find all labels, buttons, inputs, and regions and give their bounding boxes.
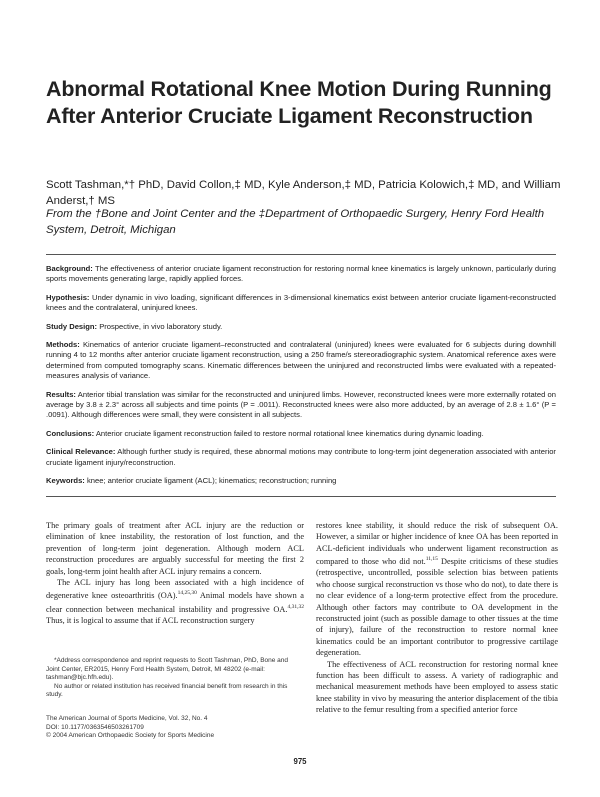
abstract-conclusions: Conclusions: Anterior cruciate ligament reconstruction failed to restore normal rotational knee kinematics during dynamic loading. <box>46 428 484 438</box>
abstract-results: Results: Anterior tibial translation was similar for the reconstructed and uninjured limbs. However, reconstructed knees were more externally rotated on average by 3.8 ± 2.3° across all subjects and time points (P = .0011). Reconstructed knees were also more adducted, by an average of 2.8 ± 1.6° (P = .0091). Although differences were small, they were consistent in all subjects. <box>46 389 556 420</box>
journal-citation: The American Journal of Sports Medicine, Vol. 32, No. 4 <box>46 715 208 722</box>
journal-info <box>46 715 304 741</box>
article-title: Abnormal Rotational Knee Motion During Running After Anterior Cruciate Ligament Reconstruction <box>46 77 552 128</box>
abstract-bottom-rule <box>46 496 556 497</box>
body-paragraph: The effectiveness of ACL reconstruction for restoring normal knee function has been difficult to assess. A variety of radiographic and mechanical measurement methods have been employed to assess static knee stability in vivo by measuring the anterior displacement of the tibia relative to the femur resulting from a specified anterior force <box>316 659 558 715</box>
footnotes <box>46 657 302 700</box>
abstract-methods: Methods: Kinematics of anterior cruciate ligament–reconstructed and contralateral (uninjured) knees were evaluated for 6 subjects during downhill running 4 to 12 months after anterior cruciate ligament reconstruction, using a 250 frame/s stereoradiographic system. Anatomical reference axes were determined from computed tomography scans. Kinematic differences between the uninjured and reconstructed limbs were evaluated with a repeated-measures analysis of variance. <box>46 340 556 381</box>
correspondence-note: *Address correspondence and reprint requests to Scott Tashman, PhD, Bone and Joint Center, ER2015, Henry Ford Health System, Detroit, MI 48202 (e-mail: tashman@bjc.hfh.edu). <box>46 657 289 682</box>
abstract-background: Background: The effectiveness of anterior cruciate ligament reconstruction for restoring normal knee kinematics is largely unknown, particularly during sports movements generating large, rapidly applied forces. <box>46 264 556 284</box>
citation: 14,25,30 <box>177 590 197 597</box>
body-paragraph: The primary goals of treatment after ACL injury are the reduction or elimination of knee instability, the restoration of lost function, and the prevention of long-term joint degeneration. Although modern ACL reconstruction procedures are arguably successful for meeting the first 2 goals, long-term joint health after ACL injury remains a concern. <box>46 521 304 576</box>
abstract-top-rule <box>46 254 556 255</box>
body-paragraph: restores knee stability, it should reduce the risk of subsequent OA. However, a similar or higher incidence of knee OA has been reported in ACL-deficient individuals who underwent ligament reconstruction as compared to those who did not.$^{11,15}$ Despite criticisms of these studies (retrospective, uncontrolled, possible selection bias between patients who choose surgical reconstruction vs those who do not), to date there is no clear evidence of a long-term protective effect from the procedure. Although other factors may contribute to OA development in the reconstructed joint (such as possible damage to other tissues at the time of injury), failure of the reconstruction to restore normal knee kinematics could be an important contributor to progressive cartilage degeneration. <box>316 521 558 658</box>
body-column-right <box>316 520 558 716</box>
citation: 4,31,32 <box>287 603 304 610</box>
page-number: 975 <box>293 757 307 766</box>
journal-copyright: © 2004 American Orthopaedic Society for Sports Medicine <box>46 732 215 740</box>
abstract-study-design: Study Design: Prospective, in vivo laboratory study. <box>46 321 223 331</box>
abstract-hypothesis: Hypothesis: Under dynamic in vivo loading, significant differences in 3-dimensional kinematics exist between anterior cruciate ligament-reconstructed knees and the contralateral, uninjured knees. <box>46 292 556 313</box>
affiliation: From the †Bone and Joint Center and the ‡Department of Orthopaedic Surgery, Henry Ford Health System, Detroit, Michigan <box>46 208 545 236</box>
abstract-clinical-relevance: Clinical Relevance: Although further study is required, these abnormal motions may contribute to long-term joint degeneration associated with anterior cruciate ligament injury/reconstruction. <box>46 447 556 467</box>
abstract-keywords: Keywords: knee; anterior cruciate ligament (ACL); kinematics; reconstruction; running <box>46 476 337 486</box>
journal-doi: DOI: 10.1177/0363546503261709 <box>46 723 144 731</box>
body-paragraph: The ACL injury has long been associated with a high incidence of degenerative knee osteoarthritis (OA).$^{14,25,30}$ Animal models have shown a clear connection between mechanical instability and progressive OA.$^{4,31,32}$ Thus, it is logical to assume that if ACL reconstruction surgery <box>46 578 304 625</box>
body-column-left <box>46 520 304 626</box>
abstract <box>46 264 556 495</box>
disclosure-note: No author or related institution has received financial benefit from research in this study. <box>46 682 288 699</box>
citation: 11,15 <box>425 556 438 563</box>
author-list: Scott Tashman,*† PhD, David Collon,‡ MD, Kyle Anderson,‡ MD, Patricia Kolowich,‡ MD, and William Anderst,† MS <box>46 179 561 207</box>
